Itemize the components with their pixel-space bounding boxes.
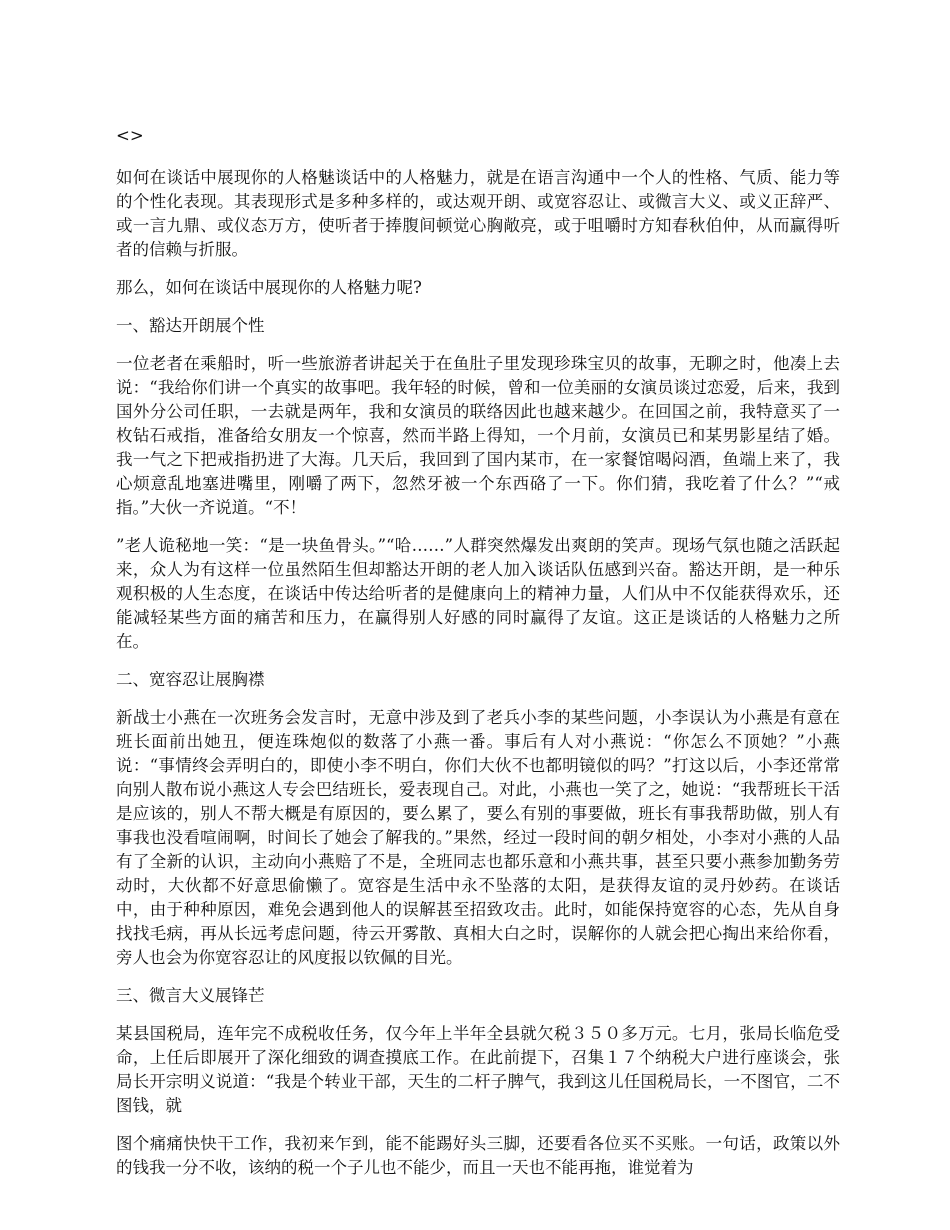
section-heading-2: 二、宽容忍让展胸襟 (116, 670, 265, 689)
section-heading-3: 三、微言大义展锋芒 (116, 986, 265, 1005)
question-paragraph: 那么，如何在谈话中展现你的人格魅力呢? (116, 278, 422, 297)
section-heading-1: 一、豁达开朗展个性 (116, 316, 265, 335)
section-1-paragraph-1: 一位老者在乘船时，听一些旅游者讲起关于在鱼肚子里发现珍珠宝贝的故事，无聊之时，他凑上去说：“我给你们讲一个真实的故事吧。我年轻的时候，曾和一位美丽的女演员谈过恋爱，后来，我到国外分公司任职，一去就是两年，我和女演员的联络因此也越来越少。在回国之前，我特意买了一枚钻石戒指，准备给女朋友一个惊喜，然而半路上得知，一个月前，女演员已和某男影星结了婚。我一气之下把戒指扔进了大海。几天后，我回到了国内某市，在一家餐馆喝闷酒，鱼端上来了，我心烦意乱地塞进嘴里，刚嚼了两下，忽然牙被一个东西硌了一下。你们猜，我吃着了什么？”“戒指。”大伙一齐说道。“不！ (116, 354, 840, 517)
document-marker: <> (116, 126, 144, 145)
section-3-paragraph-1: 某县国税局，连年完不成税收任务，仅今年上半年全县就欠税３５０多万元。七月，张局长临危受命，上任后即展开了深化细致的调查摸底工作。在此前提下，召集１７个纳税大户进行座谈会，张局长开宗明义说道：“我是个转业干部，天生的二杆子脾气，我到这儿任国税局长，一不图官，二不图钱，就 (116, 1024, 840, 1115)
section-3-paragraph-2: 图个痛痛快快干工作，我初来乍到，能不能踢好头三脚，还要看各位买不买账。一句话，政策以外的钱我一分不收，该纳的税一个子儿也不能少，而且一天也不能再拖，谁觉着为 (116, 1134, 840, 1177)
intro-paragraph: 如何在谈话中展现你的人格魅谈话中的人格魅力，就是在语言沟通中一个人的性格、气质、能力等的个性化表现。其表现形式是多种多样的，或达观开朗、或宽容忍让、或微言大义、或义正辞严、或一言九鼎、或仪态万方，使听者于捧腹间顿觉心胸敞亮，或于咀嚼时方知春秋伯仲，从而赢得听者的信赖与折服。 (116, 168, 840, 259)
section-1-paragraph-2: ”老人诡秘地一笑：“是一块鱼骨头。”“哈……”人群突然爆发出爽朗的笑声。现场气氛也随之活跃起来，众人为有这样一位虽然陌生但却豁达开朗的老人加入谈话队伍感到兴奋。豁达开朗，是一种乐观积极的人生态度，在谈话中传达给听者的是健康向上的精神力量，人们从中不仅能获得欢乐，还能减轻某些方面的痛苦和压力，在赢得别人好感的同时赢得了友谊。这正是谈话的人格魅力之所在。 (116, 536, 840, 651)
section-2-paragraph-1: 新战士小燕在一次班务会发言时，无意中涉及到了老兵小李的某些问题，小李误认为小燕是有意在班长面前出她丑，便连珠炮似的数落了小燕一番。事后有人对小燕说：“你怎么不顶她？”小燕说：“事情终会弄明白的，即使小李不明白，你们大伙不也都明镜似的吗？”打这以后，小李还常常向别人散布说小燕这人专会巴结班长，爱表现自己。对此，小燕也一笑了之，她说：“我帮班长干活是应该的，别人不帮大概是有原因的，要么累了，要么有别的事要做，班长有事我帮助做，别人有事我也没看喧闹啊，时间长了她会了解我的。”果然，经过一段时间的朝夕相处，小李对小燕的人品有了全新的认识，主动向小燕赔了不是，全班同志也都乐意和小燕共事，甚至只要小燕参加勤务劳动时，大伙都不好意思偷懒了。宽容是生活中永不坠落的太阳，是获得友谊的灵丹妙药。在谈话中，由于种种原因，难免会遇到他人的误解甚至招致攻击。此时，如能保持宽容的心态，先从自身找找毛病，再从长远考虑问题，待云开雾散、真相大白之时，误解你的人就会把心掏出来给你看，旁人也会为你宽容忍让的风度报以钦佩的目光。 (116, 708, 840, 967)
document-body (116, 124, 840, 1194)
